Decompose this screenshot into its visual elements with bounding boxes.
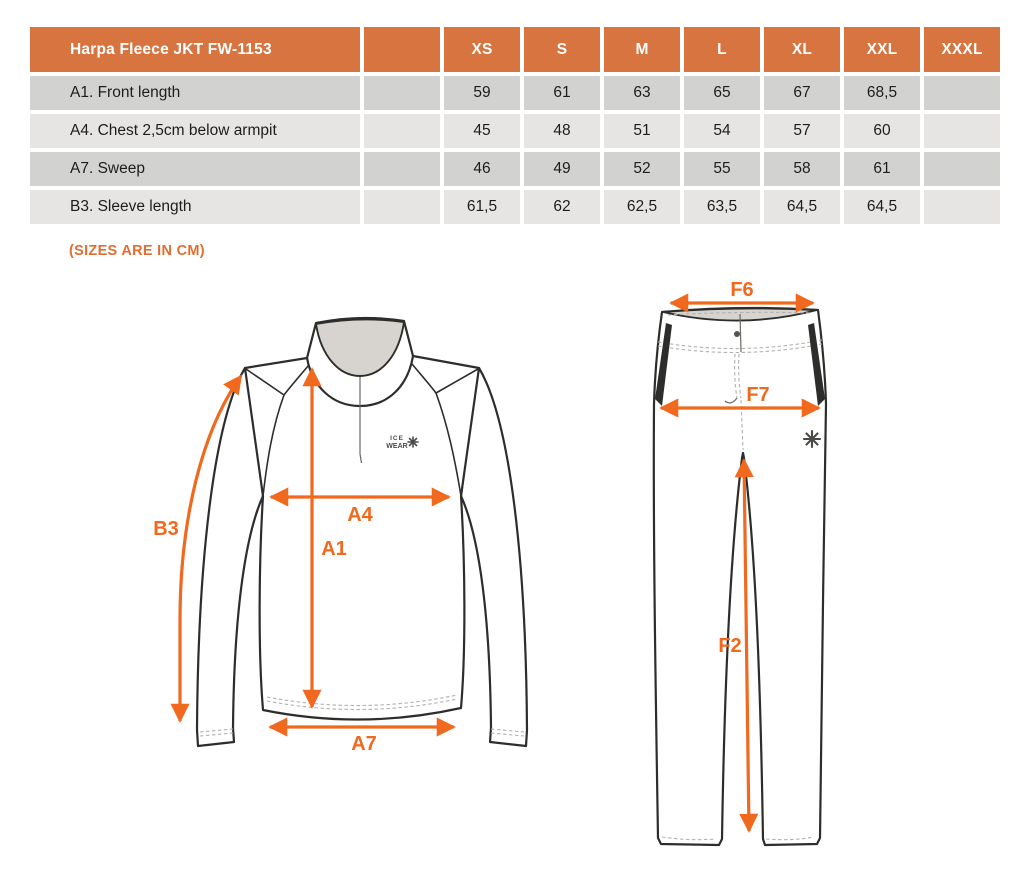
- value-cell: [924, 152, 1000, 186]
- value-cell: 57: [764, 114, 840, 148]
- label-a7: A7: [351, 733, 377, 755]
- header-size-cell: XXXL: [924, 27, 1000, 72]
- pants-body: [654, 308, 826, 845]
- pants-snowflake-icon: [804, 431, 820, 447]
- label-b3: B3: [153, 518, 179, 540]
- row-label-cell: A4. Chest 2,5cm below armpit: [30, 114, 360, 148]
- value-cell: 62: [524, 190, 600, 224]
- value-cell: 46: [444, 152, 520, 186]
- logo-line2: WEAR: [386, 443, 408, 450]
- header-product-cell: Harpa Fleece JKT FW-1153: [30, 27, 360, 72]
- value-cell: [924, 190, 1000, 224]
- value-cell: 62,5: [604, 190, 680, 224]
- value-cell: 60: [844, 114, 920, 148]
- value-cell: 61: [844, 152, 920, 186]
- header-size-cell: M: [604, 27, 680, 72]
- label-a4: A4: [347, 504, 373, 526]
- size-table: [30, 27, 1000, 224]
- label-a1: A1: [321, 538, 347, 560]
- value-cell: 61: [524, 76, 600, 110]
- value-cell: 51: [604, 114, 680, 148]
- waist-button: [734, 331, 740, 337]
- row-empty-cell: [364, 114, 440, 148]
- label-f7: F7: [746, 384, 770, 406]
- value-cell: 68,5: [844, 76, 920, 110]
- logo-snowflake-icon: [408, 437, 418, 447]
- value-cell: [924, 114, 1000, 148]
- value-cell: 52: [604, 152, 680, 186]
- icewear-logo: [386, 435, 418, 450]
- jacket-diagram: [140, 290, 570, 770]
- value-cell: [924, 76, 1000, 110]
- value-cell: 58: [764, 152, 840, 186]
- value-cell: 65: [684, 76, 760, 110]
- arrow-f2: [744, 460, 749, 831]
- value-cell: 64,5: [844, 190, 920, 224]
- row-empty-cell: [364, 190, 440, 224]
- value-cell: 61,5: [444, 190, 520, 224]
- header-size-cell: L: [684, 27, 760, 72]
- value-cell: 54: [684, 114, 760, 148]
- jacket-body: [245, 352, 479, 720]
- value-cell: 59: [444, 76, 520, 110]
- pants-diagram: [618, 282, 908, 882]
- value-cell: 49: [524, 152, 600, 186]
- label-f2: F2: [718, 635, 742, 657]
- row-label-cell: B3. Sleeve length: [30, 190, 360, 224]
- sizes-unit-note: (SIZES ARE IN CM): [69, 243, 205, 259]
- value-cell: 67: [764, 76, 840, 110]
- logo-line1: ICE: [390, 435, 404, 442]
- header-size-cell: S: [524, 27, 600, 72]
- row-empty-cell: [364, 76, 440, 110]
- value-cell: 64,5: [764, 190, 840, 224]
- row-empty-cell: [364, 152, 440, 186]
- value-cell: 63,5: [684, 190, 760, 224]
- value-cell: 48: [524, 114, 600, 148]
- header-empty-cell: [364, 27, 440, 72]
- value-cell: 45: [444, 114, 520, 148]
- row-label-cell: A7. Sweep: [30, 152, 360, 186]
- header-size-cell: XXL: [844, 27, 920, 72]
- value-cell: 55: [684, 152, 760, 186]
- label-f6: F6: [730, 282, 754, 301]
- header-size-cell: XL: [764, 27, 840, 72]
- value-cell: 63: [604, 76, 680, 110]
- row-label-cell: A1. Front length: [30, 76, 360, 110]
- header-size-cell: XS: [444, 27, 520, 72]
- jacket-collar: [307, 318, 413, 376]
